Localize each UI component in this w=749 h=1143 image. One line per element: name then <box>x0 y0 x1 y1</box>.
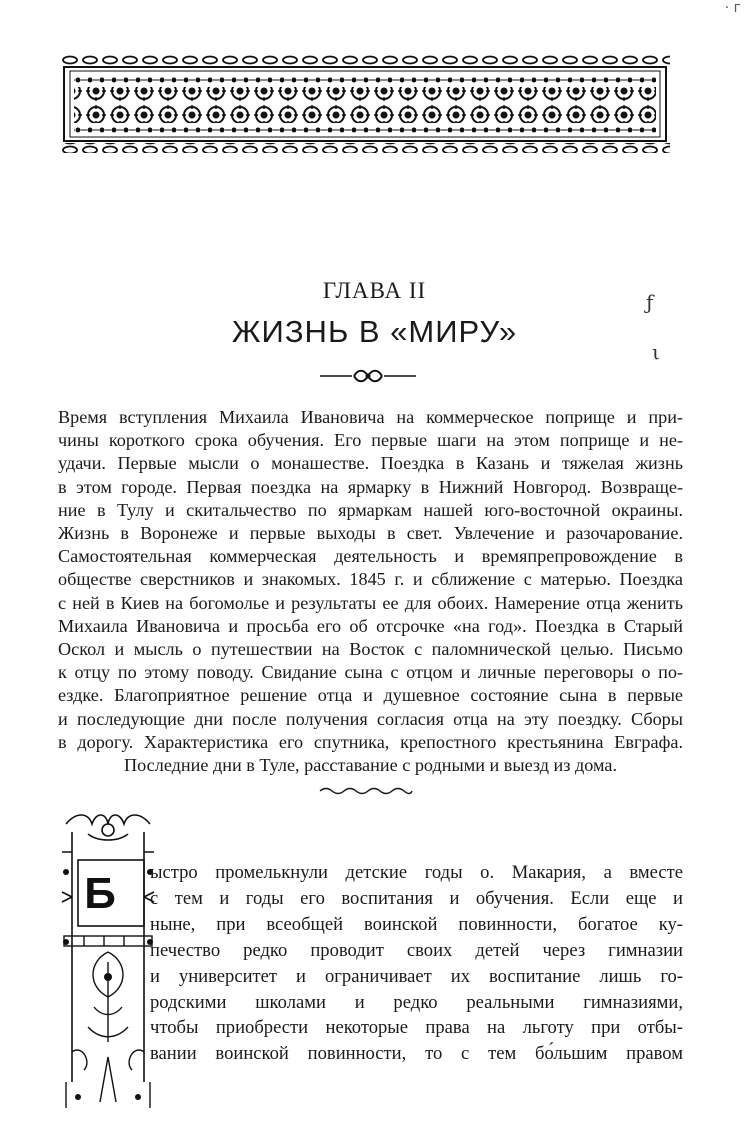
title-ornament <box>318 366 418 386</box>
summary-line: Время вступления Михаила Ивановича на коммерческое поприще и при- <box>58 407 683 427</box>
body-line: родскими школами и редко реальными гимназиями, <box>150 991 683 1013</box>
summary-line: в этом городе. Первая поездка на ярмарку в Нижний Новгород. Возвраще- <box>58 476 683 497</box>
body-line: с тем и годы его воспитания и обучения. Если еще и <box>150 887 683 909</box>
summary-line: чины короткого срока обучения. Его первые шаги на этом поприще и не- <box>58 430 683 451</box>
section-divider-wave <box>318 784 414 798</box>
summary-line: Самостоятельная коммерческая деятельность и времяпрепровождение в <box>58 546 683 567</box>
summary-line: с ней в Киев на богомолье и результаты ее для обоих. Намерение отца женить <box>58 592 683 613</box>
summary-line: Последние дни в Туле, расставание с родными и выезд из дома. <box>124 755 617 776</box>
body-line: и университет и ограничивает их воспитание лишь го- <box>150 965 683 987</box>
summary-line: удачи. Первые мысли о монашестве. Поездка в Казань и тяжелая жизнь <box>58 453 683 474</box>
margin-mark-lower: ι <box>652 340 660 364</box>
chapter-title: ЖИЗНЬ В «МИРУ» <box>231 314 518 349</box>
summary-line: ездке. Благоприятное решение отца и душевное состояние сына в первые <box>58 685 683 706</box>
summary-line: ние в Тулу и скитальчество по ярмаркам нашей юго-восточной окраины. <box>58 499 683 520</box>
body-line: ныне, при всеобщей воинской повинности, богатое ку- <box>150 913 683 935</box>
body-line: ыстро промелькнули детские годы о. Макария, а вместе <box>150 862 683 883</box>
summary-line: в дорогу. Характеристика его спутника, крепостного крестьянина Евграфа. <box>58 731 683 752</box>
body-line: чтобы приобрести некоторые права на льготу при отбы- <box>150 1017 683 1039</box>
chapter-summary <box>58 406 683 777</box>
summary-line: Жизнь в Воронеже и первые выходы в свет. Увлечение и разочарование. <box>58 523 683 544</box>
body-line: печество редко проводит своих детей через гимназии <box>150 939 683 961</box>
summary-line: и последующие дни после получения согласия отца на эту поездку. Сборы <box>58 708 683 729</box>
summary-line: Михаила Ивановича и просьба его об отсрочке «на год». Поездка в Старый <box>58 615 683 636</box>
summary-line: обществе сверстников и знакомых. 1845 г. и сближение с матерью. Поездка <box>58 569 683 590</box>
chapter-number: ГЛАВА II <box>322 278 427 303</box>
summary-line: Оскол и мысль о путешествии на Восток с паломнической целью. Письмо <box>58 639 683 660</box>
margin-mark-upper: ƒ <box>646 290 654 314</box>
body-line: вании воинской повинности, то с тем бо́льшим правом <box>150 1043 683 1065</box>
scan-corner-mark: · г <box>724 0 741 16</box>
summary-line: к отцу по этому поводу. Свидание сына с отцом и личные переговоры о по- <box>58 662 683 683</box>
body-paragraph <box>150 860 683 1067</box>
drop-cap-letter: Б <box>84 869 116 918</box>
ornamental-headpiece <box>60 55 670 155</box>
initial-ornament <box>58 812 158 1112</box>
